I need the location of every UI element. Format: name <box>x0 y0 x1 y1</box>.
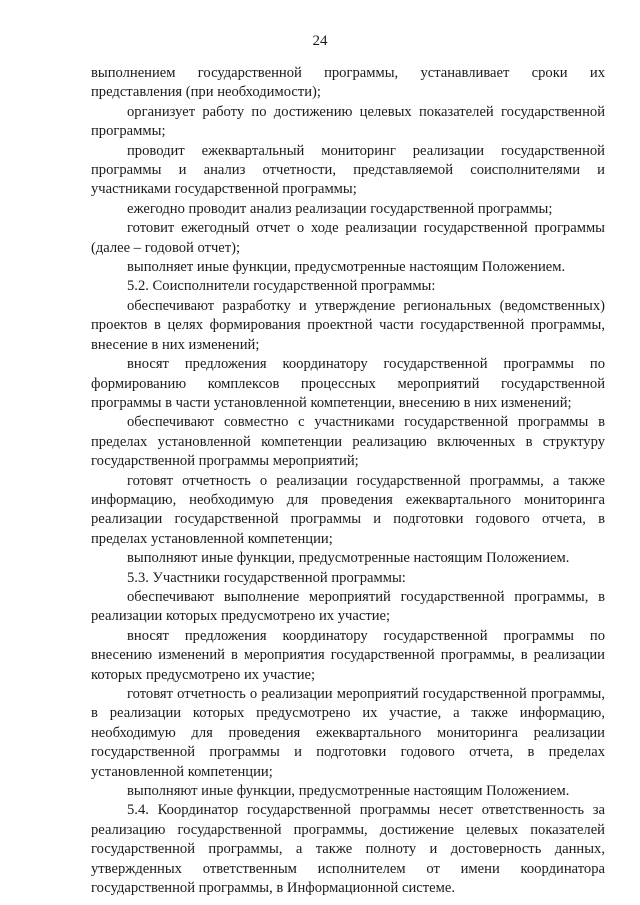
paragraph: выполняют иные функции, предусмотренные настоящим Положением. <box>127 783 570 800</box>
paragraph: выполняет иные функции, предусмотренные настоящим Положением. <box>127 259 566 276</box>
paragraph: проводит ежеквартальный мониторинг реализации государственной программы и анализ отчетности, представляемой соисполнителями и участниками государственной программы; <box>91 142 605 198</box>
paragraph: обеспечивают разработку и утверждение региональных (ведомственных) проектов в целях формирования проектной части государственной программы, внесение в них изменений; <box>91 297 605 353</box>
section-heading-5-3: 5.3. Участники государственной программы: <box>127 569 406 586</box>
section-heading-5-2: 5.2. Соисполнители государственной программы: <box>127 278 436 295</box>
paragraph: выполняют иные функции, предусмотренные настоящим Положением. <box>127 550 570 567</box>
page-number: 24 <box>312 33 328 49</box>
paragraph: готовят отчетность о реализации мероприятий государственной программы, в реализации которых предусмотрено их участие, а также информацию, необходимую для проведения ежеквартального мониторинга реализации государственной программы и подготовки годового отчета, в пределах установленной компетенции; <box>91 686 605 780</box>
paragraph: ежегодно проводит анализ реализации государственной программы; <box>127 200 553 217</box>
section-5-4: 5.4. Координатор государственной программы несет ответственность за реализацию государственной программы, достижение целевых показателей государственной программы, а также полноту и достоверность данных, утвержденных ответственным исполнителем от имени координатора государственной программы, в Информационной системе. <box>91 802 605 897</box>
paragraph: готовят отчетность о реализации государственной программы, а также информацию, необходимую для проведения ежеквартального мониторинга реализации государственной программы и подготовки годового отчета, в пределах установленной компетенции; <box>91 472 605 547</box>
paragraph: выполнением государственной программы, устанавливает сроки их представления (при необходимости); <box>91 65 605 101</box>
paragraph: вносят предложения координатору государственной программы по внесению изменений в мероприятия государственной программы, в реализации которых предусмотрено их участие; <box>91 627 605 683</box>
paragraph: обеспечивают выполнение мероприятий государственной программы, в реализации которых предусмотрено их участие; <box>91 588 605 625</box>
paragraph: вносят предложения координатору государственной программы по формированию комплексов процессных мероприятий государственной программы в части установленной компетенции, внесению в них изменений; <box>91 356 605 411</box>
paragraph: обеспечивают совместно с участниками государственной программы в пределах установленной компетенции реализацию включенных в структуру государственной программы мероприятий; <box>91 414 605 470</box>
paragraph: готовит ежегодный отчет о ходе реализации государственной программы (далее – годовой отчет); <box>91 220 605 256</box>
paragraph: организует работу по достижению целевых показателей государственной программы; <box>91 103 605 140</box>
document-body <box>91 64 605 898</box>
